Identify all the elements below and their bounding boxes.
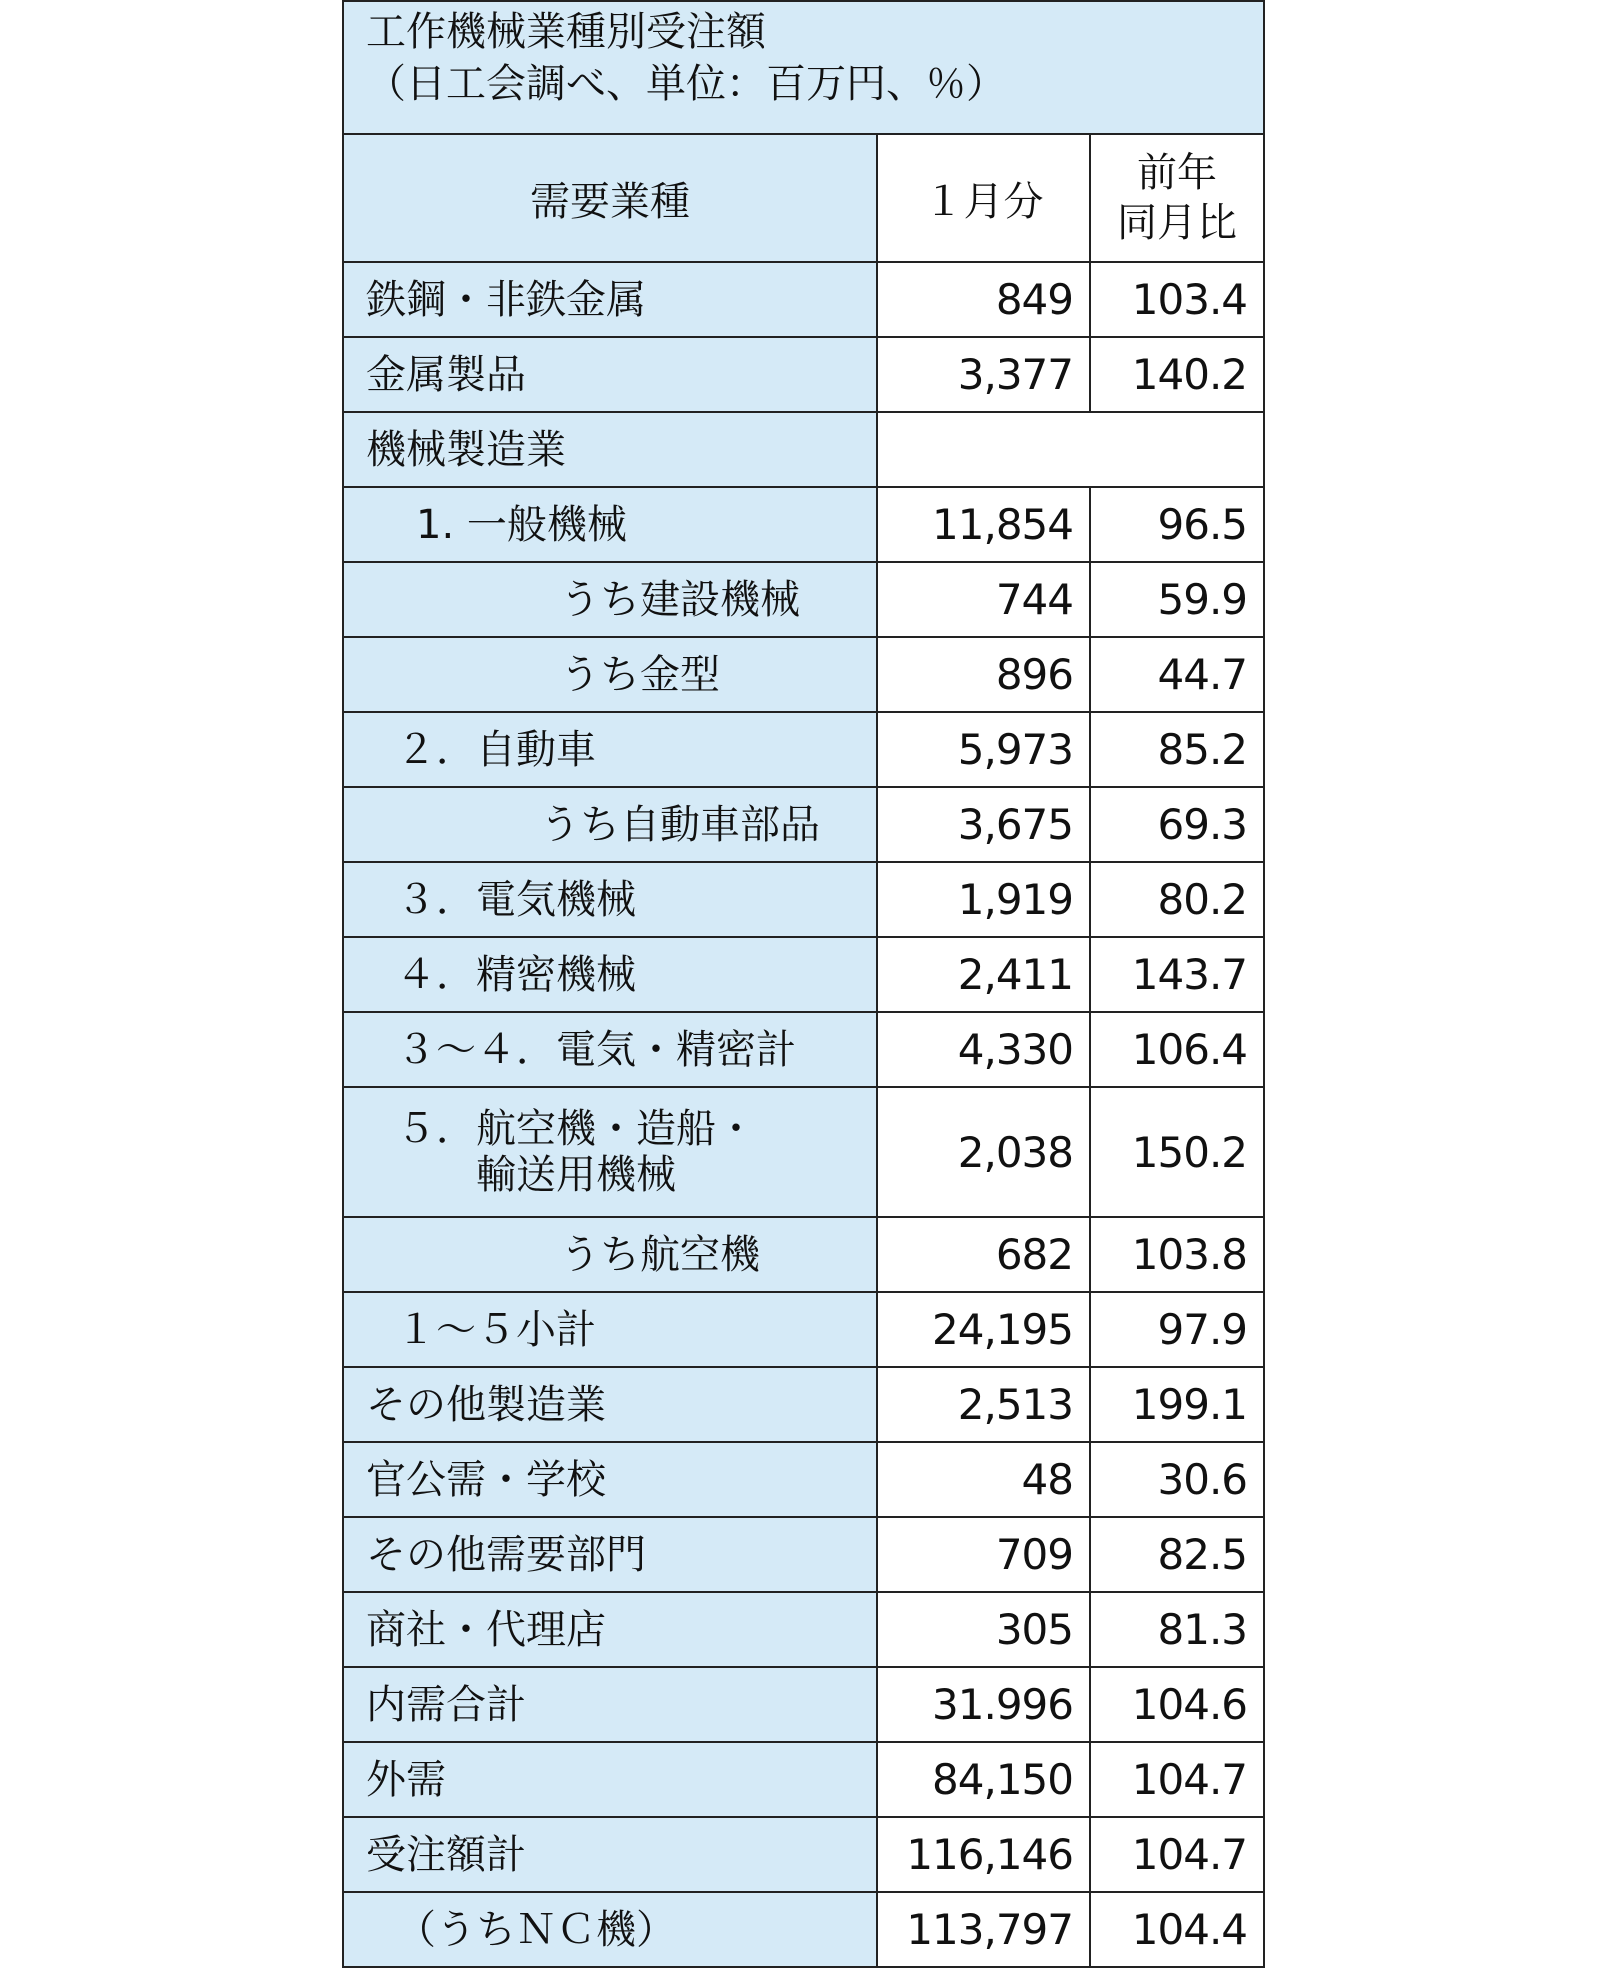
table-row: [343, 1442, 1264, 1517]
row-label: ３．電気機械: [343, 862, 877, 937]
row-ratio: 44.7: [1090, 637, 1264, 712]
table-row: [343, 1217, 1264, 1292]
table-row: [343, 337, 1264, 412]
row-label: 商社・代理店: [343, 1592, 877, 1667]
table-row: [343, 1367, 1264, 1442]
row-ratio: 85.2: [1090, 712, 1264, 787]
title-row: [343, 1, 1264, 134]
row-value: 709: [877, 1517, 1090, 1592]
table-row: [343, 487, 1264, 562]
row-ratio: 30.6: [1090, 1442, 1264, 1517]
row-label: その他製造業: [343, 1367, 877, 1442]
row-value: 31.996: [877, 1667, 1090, 1742]
table-row: [343, 712, 1264, 787]
row-ratio: 80.2: [1090, 862, 1264, 937]
row-ratio: 96.5: [1090, 487, 1264, 562]
table-row: [343, 412, 1264, 487]
row-label: 外需: [343, 1742, 877, 1817]
row-label: ４．精密機械: [343, 937, 877, 1012]
row-value: 48: [877, 1442, 1090, 1517]
row-label: うち建設機械: [343, 562, 877, 637]
row-value: 682: [877, 1217, 1090, 1292]
table-row: [343, 1817, 1264, 1892]
row-value: 2,513: [877, 1367, 1090, 1442]
row-value: 113,797: [877, 1892, 1090, 1967]
row-ratio: 82.5: [1090, 1517, 1264, 1592]
row-value: 116,146: [877, 1817, 1090, 1892]
row-label: うち航空機: [343, 1217, 877, 1292]
row-ratio: 199.1: [1090, 1367, 1264, 1442]
row-label: [343, 1087, 877, 1217]
row-ratio: 69.3: [1090, 787, 1264, 862]
row-ratio: 150.2: [1090, 1087, 1264, 1217]
table-row: [343, 1592, 1264, 1667]
header-ratio-line-1: 前年: [1137, 150, 1218, 196]
orders-table: [342, 0, 1265, 1968]
row-ratio: 103.4: [1090, 262, 1264, 337]
row-ratio: 97.9: [1090, 1292, 1264, 1367]
row-value: 5,973: [877, 712, 1090, 787]
table-row: [343, 1292, 1264, 1367]
header-row: [343, 134, 1264, 262]
table-row: [343, 562, 1264, 637]
row-value: 84,150: [877, 1742, 1090, 1817]
row-value-empty: [877, 412, 1264, 487]
row-label-line-2: 輸送用機械: [476, 1152, 676, 1198]
table-row: [343, 1087, 1264, 1217]
title-line-2: （日工会調べ、単位：百万円、％）: [366, 61, 1006, 107]
table-row: [343, 262, 1264, 337]
row-label: うち金型: [343, 637, 877, 712]
row-value: 2,038: [877, 1087, 1090, 1217]
table-row: [343, 862, 1264, 937]
table-row: [343, 787, 1264, 862]
row-value: 896: [877, 637, 1090, 712]
row-ratio: 140.2: [1090, 337, 1264, 412]
row-value: 11,854: [877, 487, 1090, 562]
row-label: （うちＮＣ機）: [343, 1892, 877, 1967]
row-ratio: 104.6: [1090, 1667, 1264, 1742]
row-ratio: 143.7: [1090, 937, 1264, 1012]
header-ratio: [1090, 134, 1264, 262]
row-label: 機械製造業: [343, 412, 877, 487]
row-ratio: 106.4: [1090, 1012, 1264, 1087]
row-label: 内需合計: [343, 1667, 877, 1742]
table-row: [343, 1517, 1264, 1592]
row-value: 3,377: [877, 337, 1090, 412]
row-label: ２．自動車: [343, 712, 877, 787]
row-ratio: 59.9: [1090, 562, 1264, 637]
row-value: 305: [877, 1592, 1090, 1667]
row-label: ３〜４．電気・精密計: [343, 1012, 877, 1087]
title-line-1: 工作機械業種別受注額: [366, 9, 766, 55]
table-row: [343, 1892, 1264, 1967]
row-value: 3,675: [877, 787, 1090, 862]
row-label: １〜５小計: [343, 1292, 877, 1367]
header-ratio-line-2: 同月比: [1117, 200, 1238, 246]
row-ratio: 103.8: [1090, 1217, 1264, 1292]
header-category: 需要業種: [343, 134, 877, 262]
row-label: 金属製品: [343, 337, 877, 412]
table-title: [343, 1, 1264, 134]
row-label: うち自動車部品: [343, 787, 877, 862]
table-row: [343, 637, 1264, 712]
row-value: 1,919: [877, 862, 1090, 937]
table-row: [343, 1012, 1264, 1087]
row-value: 24,195: [877, 1292, 1090, 1367]
table-row: [343, 1742, 1264, 1817]
row-label-line-1: ５．航空機・造船・: [396, 1106, 756, 1152]
row-value: 849: [877, 262, 1090, 337]
row-label: 鉄鋼・非鉄金属: [343, 262, 877, 337]
row-label: 官公需・学校: [343, 1442, 877, 1517]
header-month: １月分: [877, 134, 1090, 262]
table-row: [343, 1667, 1264, 1742]
row-ratio: 104.7: [1090, 1742, 1264, 1817]
row-ratio: 104.7: [1090, 1817, 1264, 1892]
row-label: その他需要部門: [343, 1517, 877, 1592]
row-label: 1. 一般機械: [343, 487, 877, 562]
row-value: 4,330: [877, 1012, 1090, 1087]
row-value: 2,411: [877, 937, 1090, 1012]
row-ratio: 81.3: [1090, 1592, 1264, 1667]
row-ratio: 104.4: [1090, 1892, 1264, 1967]
row-label: 受注額計: [343, 1817, 877, 1892]
row-value: 744: [877, 562, 1090, 637]
table-row: [343, 937, 1264, 1012]
